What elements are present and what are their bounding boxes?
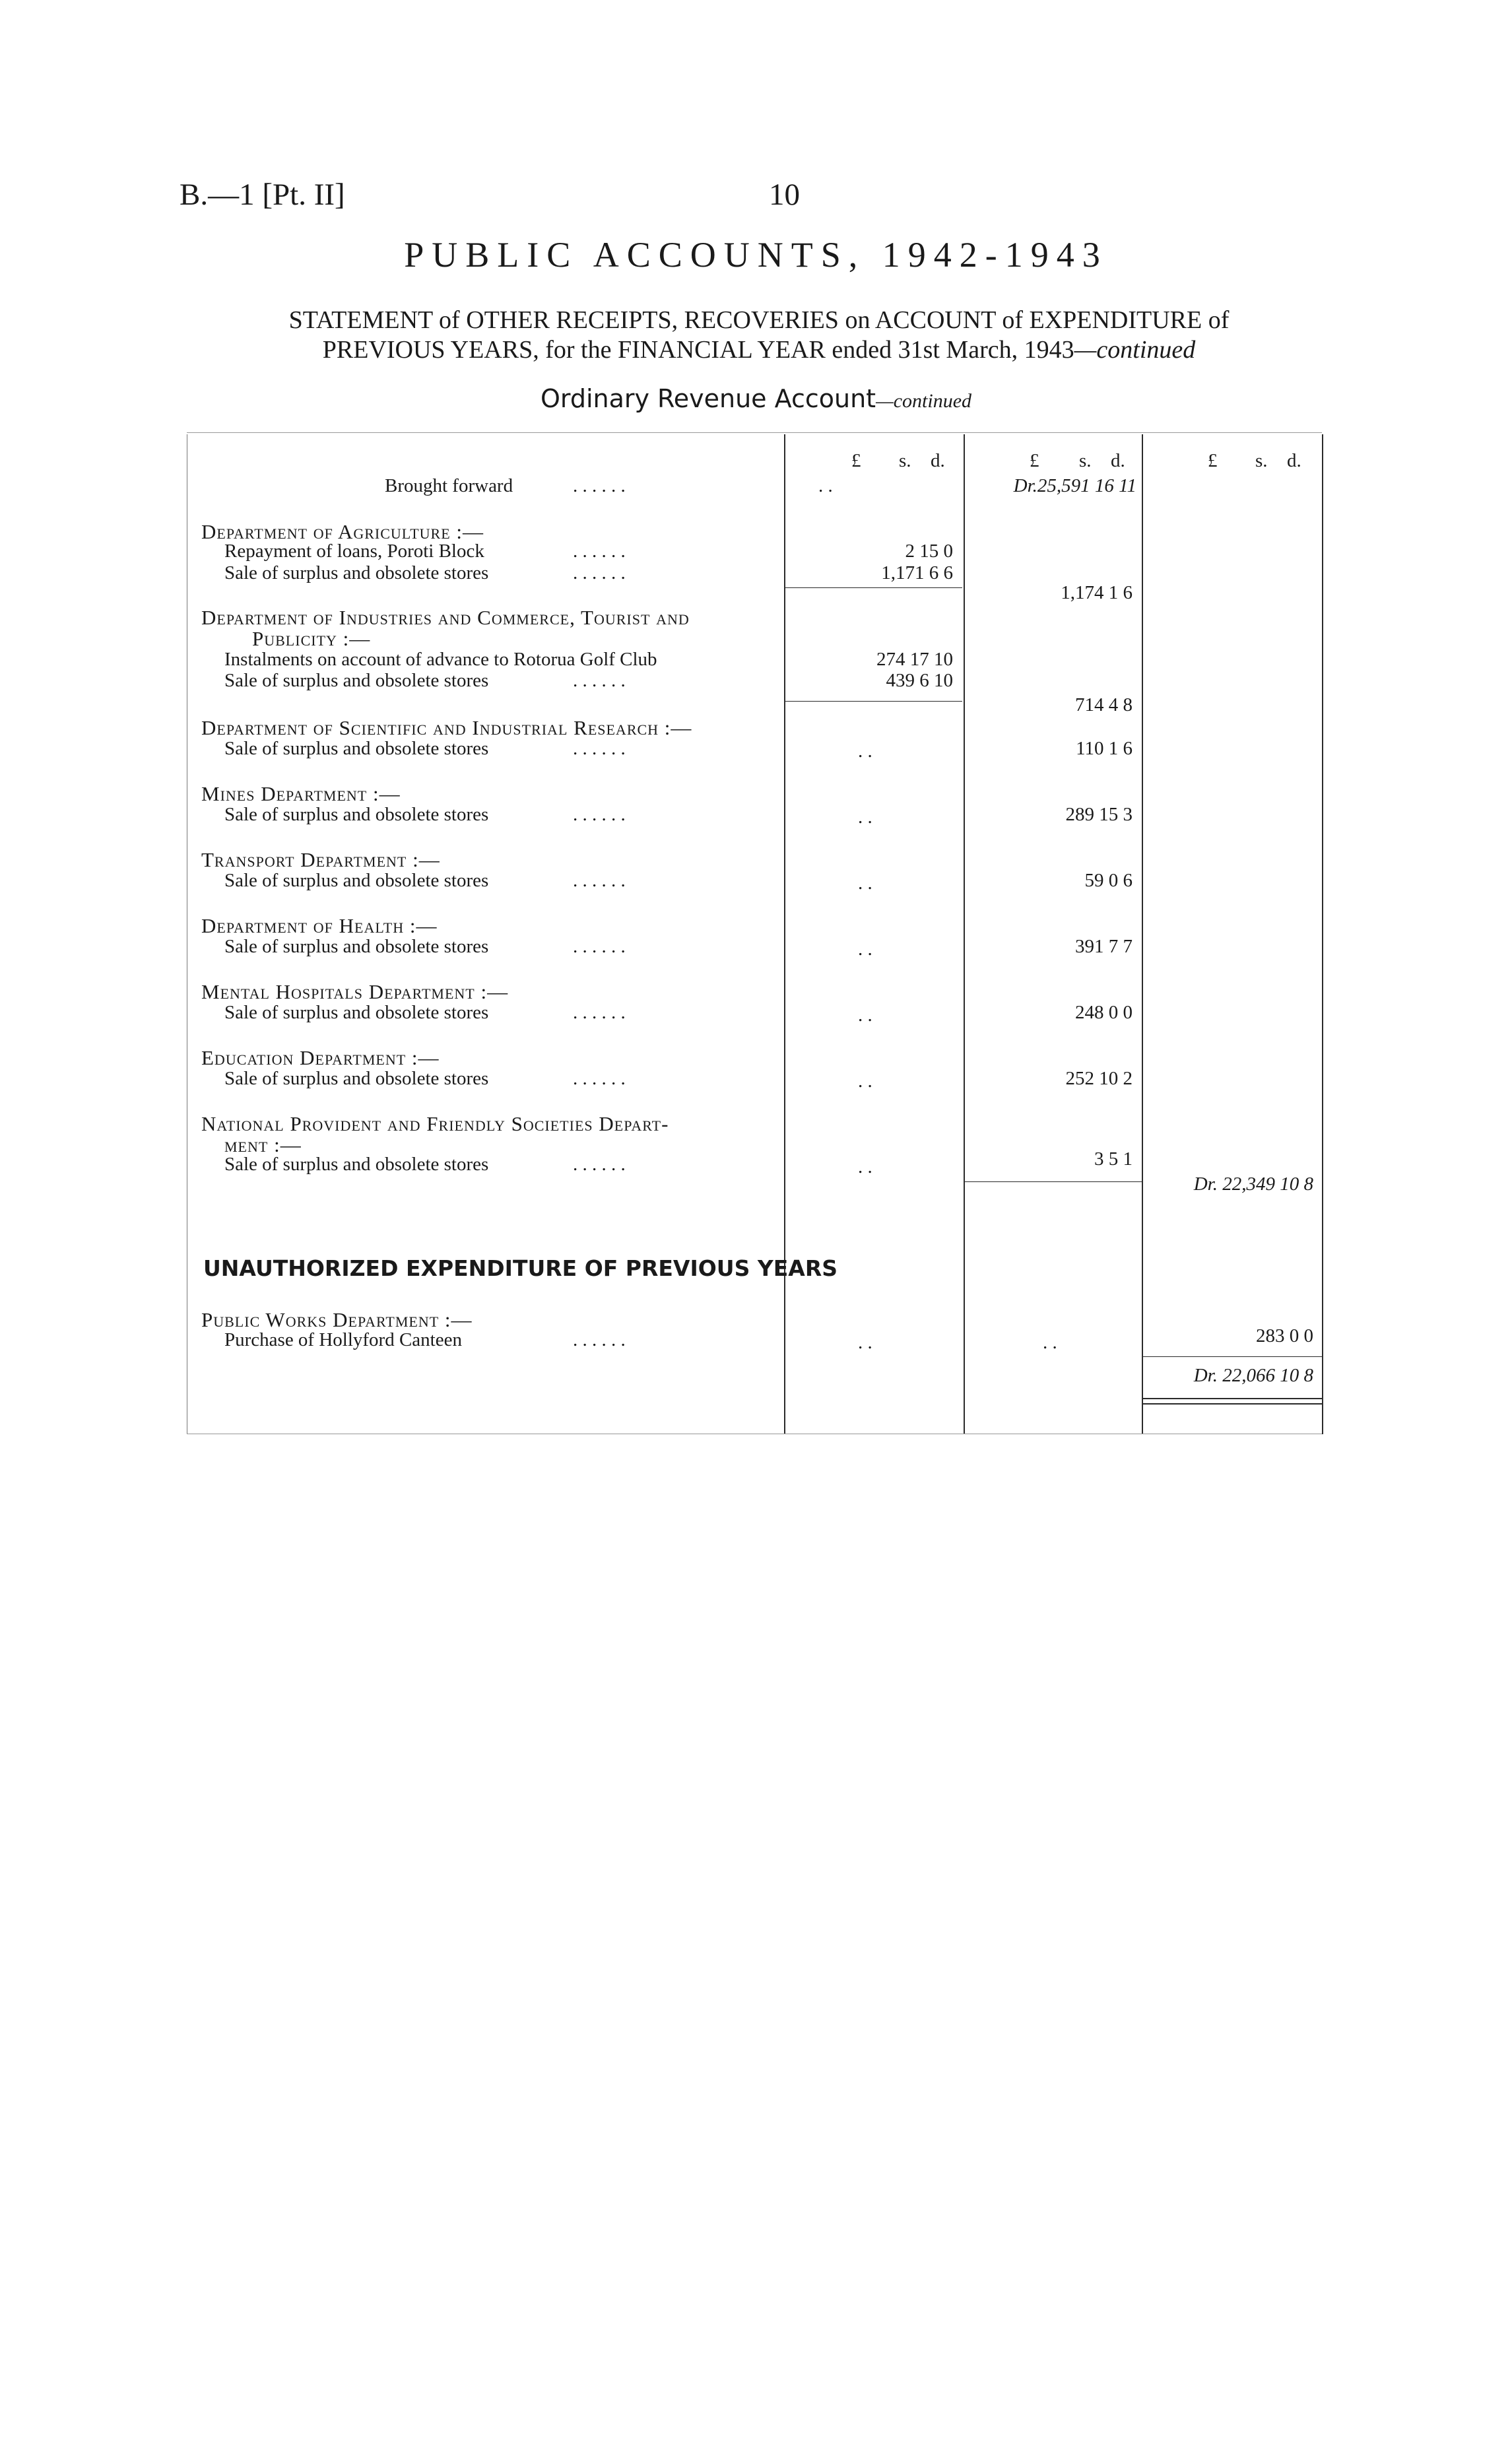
industries-heading-line2: Publicity :— — [252, 627, 371, 650]
hollyford-canteen-value: 283 0 0 — [1256, 1325, 1313, 1346]
provident-line1: Sale of surplus and obsolete stores — [224, 1154, 489, 1175]
provident-col1-dots: . . — [858, 1156, 872, 1177]
page-title: PUBLIC ACCOUNTS, 1942-1943 — [404, 235, 1108, 275]
education-total: 252 10 2 — [1065, 1068, 1133, 1089]
account-subtitle-continued: —continued — [876, 390, 972, 412]
statement-title-continued: —continued — [1074, 336, 1196, 364]
brought-forward-col1: . . — [818, 475, 833, 496]
mental-hospitals-line1-leaders: . . . . . . — [573, 1002, 626, 1023]
statement-title-line2-main: PREVIOUS YEARS, for the FINANCIAL YEAR ended 31st March, 1943 — [322, 336, 1074, 364]
brought-forward-label: Brought forward — [385, 475, 513, 496]
agriculture-heading: Department of Agriculture :— — [201, 520, 484, 543]
industries-line1: Instalments on account of advance to Rotorua Golf Club — [224, 649, 657, 670]
agriculture-total: 1,174 1 6 — [1061, 582, 1133, 603]
mines-line1-leaders: . . . . . . — [573, 804, 626, 825]
mental-hospitals-col1-dots: . . — [858, 1005, 872, 1026]
col1-pence-header: d. — [931, 450, 945, 471]
education-heading: Education Department :— — [201, 1046, 440, 1069]
education-line1: Sale of surplus and obsolete stores — [224, 1068, 489, 1089]
education-line1-leaders: . . . . . . — [573, 1068, 626, 1089]
public-works-heading: Public Works Department :— — [201, 1308, 473, 1331]
dsir-line1-leaders: . . . . . . — [573, 738, 626, 759]
industries-line2: Sale of surplus and obsolete stores — [224, 670, 489, 691]
brought-forward-col2: Dr.25,591 16 11 — [1013, 475, 1136, 496]
account-subtitle — [0, 384, 1512, 413]
agriculture-line1: Repayment of loans, Poroti Block — [224, 541, 484, 562]
transport-col1-dots: . . — [858, 873, 872, 894]
mental-hospitals-total: 248 0 0 — [1075, 1002, 1133, 1023]
column-divider-3 — [1142, 434, 1143, 1434]
industries-line2-leaders: . . . . . . — [573, 670, 626, 691]
dsir-heading: Department of Scientific and Industrial Research :— — [201, 716, 692, 739]
industries-line2-value: 439 6 10 — [886, 670, 953, 691]
hollyford-col1-dots: . . — [858, 1332, 872, 1353]
table-top-rule — [187, 432, 1322, 433]
mines-heading: Mines Department :— — [201, 782, 401, 805]
document-reference: B.—1 [Pt. II] — [180, 178, 345, 212]
unauthorized-heading: UNAUTHORIZED EXPENDITURE OF PREVIOUS YEARS — [203, 1255, 838, 1281]
table-right-border — [1322, 434, 1323, 1434]
dsir-total: 110 1 6 — [1076, 738, 1133, 759]
agriculture-line2: Sale of surplus and obsolete stores — [224, 562, 489, 583]
col1-pound-header: £ — [851, 450, 861, 471]
industries-total: 714 4 8 — [1075, 694, 1133, 715]
transport-heading: Transport Department :— — [201, 848, 440, 871]
dsir-line1: Sale of surplus and obsolete stores — [224, 738, 489, 759]
agriculture-line1-value: 2 15 0 — [905, 541, 953, 562]
mental-hospitals-heading: Mental Hospitals Department :— — [201, 980, 509, 1003]
health-line1-leaders: . . . . . . — [573, 936, 626, 957]
provident-subtotal-rule — [965, 1181, 1142, 1182]
brought-forward-leaders: . . . . . . — [573, 475, 626, 496]
col3-pence-header: d. — [1287, 450, 1301, 471]
health-line1: Sale of surplus and obsolete stores — [224, 936, 489, 957]
agriculture-line2-value: 1,171 6 6 — [881, 562, 953, 583]
transport-line1-leaders: . . . . . . — [573, 870, 626, 891]
health-col1-dots: . . — [858, 939, 872, 960]
final-total: Dr. 22,066 10 8 — [1193, 1365, 1313, 1386]
col2-pence-header: d. — [1111, 450, 1125, 471]
col2-pound-header: £ — [1030, 450, 1039, 471]
agriculture-line1-leaders: . . . . . . — [573, 541, 626, 562]
transport-total: 59 0 6 — [1084, 870, 1133, 891]
provident-line1-leaders: . . . . . . — [573, 1154, 626, 1175]
final-total-top-rule — [1143, 1356, 1322, 1357]
provident-total: 3 5 1 — [1094, 1148, 1133, 1170]
mines-col1-dots: . . — [858, 807, 872, 828]
hollyford-canteen-line: Purchase of Hollyford Canteen — [224, 1329, 462, 1350]
statement-title-line1: STATEMENT of OTHER RECEIPTS, RECOVERIES on ACCOUNT of EXPENDITURE of — [288, 306, 1230, 334]
col3-shilling-header: s. — [1255, 450, 1268, 471]
col3-pound-header: £ — [1208, 450, 1218, 471]
grand-subtotal: Dr. 22,349 10 8 — [1193, 1174, 1313, 1195]
provident-heading-line2: ment :— — [224, 1133, 302, 1156]
agriculture-line2-leaders: . . . . . . — [573, 562, 626, 583]
col2-shilling-header: s. — [1079, 450, 1092, 471]
transport-line1: Sale of surplus and obsolete stores — [224, 870, 489, 891]
health-heading: Department of Health :— — [201, 914, 438, 937]
industries-heading-line1: Department of Industries and Commerce, Tourist and — [201, 606, 690, 629]
account-subtitle-main: Ordinary Revenue Account — [540, 384, 876, 413]
column-divider-1 — [784, 434, 785, 1434]
agriculture-subtotal-rule — [785, 587, 962, 588]
hollyford-col2-dots: . . — [1043, 1332, 1057, 1353]
education-col1-dots: . . — [858, 1071, 872, 1092]
page-number: 10 — [769, 178, 800, 212]
statement-title-line2 — [185, 335, 1333, 364]
col1-shilling-header: s. — [899, 450, 911, 471]
industries-subtotal-rule — [785, 701, 962, 702]
provident-heading-line1: National Provident and Friendly Societies Depart- — [201, 1112, 669, 1135]
mental-hospitals-line1: Sale of surplus and obsolete stores — [224, 1002, 489, 1023]
industries-line1-value: 274 17 10 — [876, 649, 953, 670]
health-total: 391 7 7 — [1075, 936, 1133, 957]
mines-total: 289 15 3 — [1065, 804, 1133, 825]
dsir-col1-dots: . . — [858, 741, 872, 762]
final-total-double-rule-2 — [1143, 1403, 1322, 1405]
hollyford-canteen-leaders: . . . . . . — [573, 1329, 626, 1350]
mines-line1: Sale of surplus and obsolete stores — [224, 804, 489, 825]
final-total-double-rule-1 — [1143, 1398, 1322, 1399]
